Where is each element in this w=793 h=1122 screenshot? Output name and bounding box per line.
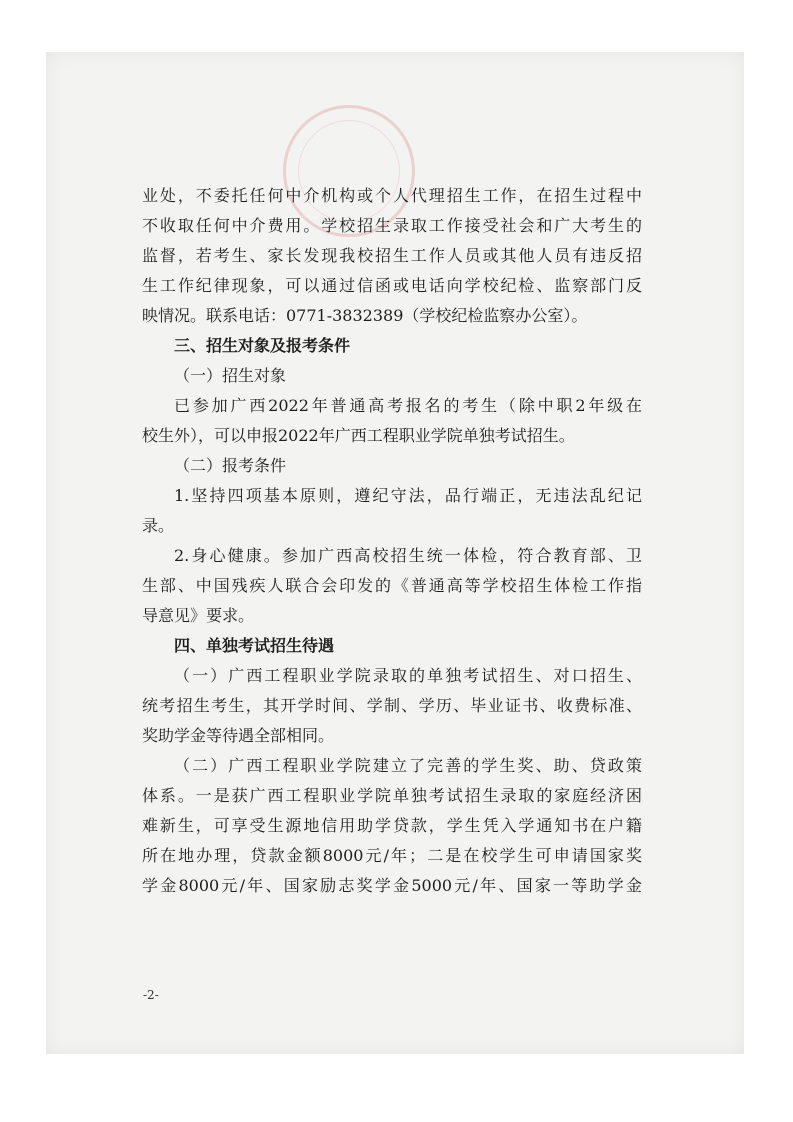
page-number: -2- [143,988,159,1002]
section-heading-4: 四、单独考试招生待遇 [174,636,335,655]
text-line: （二）广西工程职业学院建立了完善的学生奖、助、贷政策 [174,756,642,775]
text-line: 所在地办理，贷款金额8000元/年；二是在校学生可申请国家奖 [142,846,642,865]
text-line: 生工作纪律现象，可以通过信函或电话向学校纪检、监察部门反 [142,276,642,295]
text-line: 奖助学金等待遇全部相同。 [142,726,335,745]
text-line: 统考招生考生，其开学时间、学制、学历、毕业证书、收费标准、 [142,696,642,715]
document-body [142,181,642,901]
text-line: 录。 [142,516,175,535]
section-heading-3: 三、招生对象及报考条件 [174,336,351,355]
text-line: 体系。一是获广西工程职业学院单独考试招生录取的家庭经济困 [142,786,642,805]
text-line: 学金8000元/年、国家励志奖学金5000元/年、国家一等助学金 [142,876,642,895]
text-line: 业处，不委托任何中介机构或个人代理招生工作，在招生过程中 [142,186,642,205]
text-line: 导意见》要求。 [142,606,255,625]
text-line: 2.身心健康。参加广西高校招生统一体检，符合教育部、卫 [174,546,642,565]
text-line: 校生外），可以申报2022年广西工程职业学院单独考试招生。 [142,426,575,445]
text-line: 1.坚持四项基本原则，遵纪守法，品行端正，无违法乱纪记 [174,486,642,505]
text-line: 难新生，可享受生源地信用助学贷款，学生凭入学通知书在户籍 [142,816,642,835]
text-line: 生部、中国残疾人联合会印发的《普通高等学校招生体检工作指 [142,576,642,595]
subsection-heading: （二）报考条件 [174,456,287,475]
text-line: 监督，若考生、家长发现我校招生工作人员或其他人员有违反招 [142,246,642,265]
subsection-heading: （一）招生对象 [174,366,287,385]
text-line: （一）广西工程职业学院录取的单独考试招生、对口招生、 [174,666,642,685]
text-line: 不收取任何中介费用。学校招生录取工作接受社会和广大考生的 [142,216,642,235]
text-line: 已参加广西2022年普通高考报名的考生（除中职2年级在 [174,396,642,415]
text-line: 映情况。联系电话：0771-3832389（学校纪检监察办公室）。 [142,306,588,325]
